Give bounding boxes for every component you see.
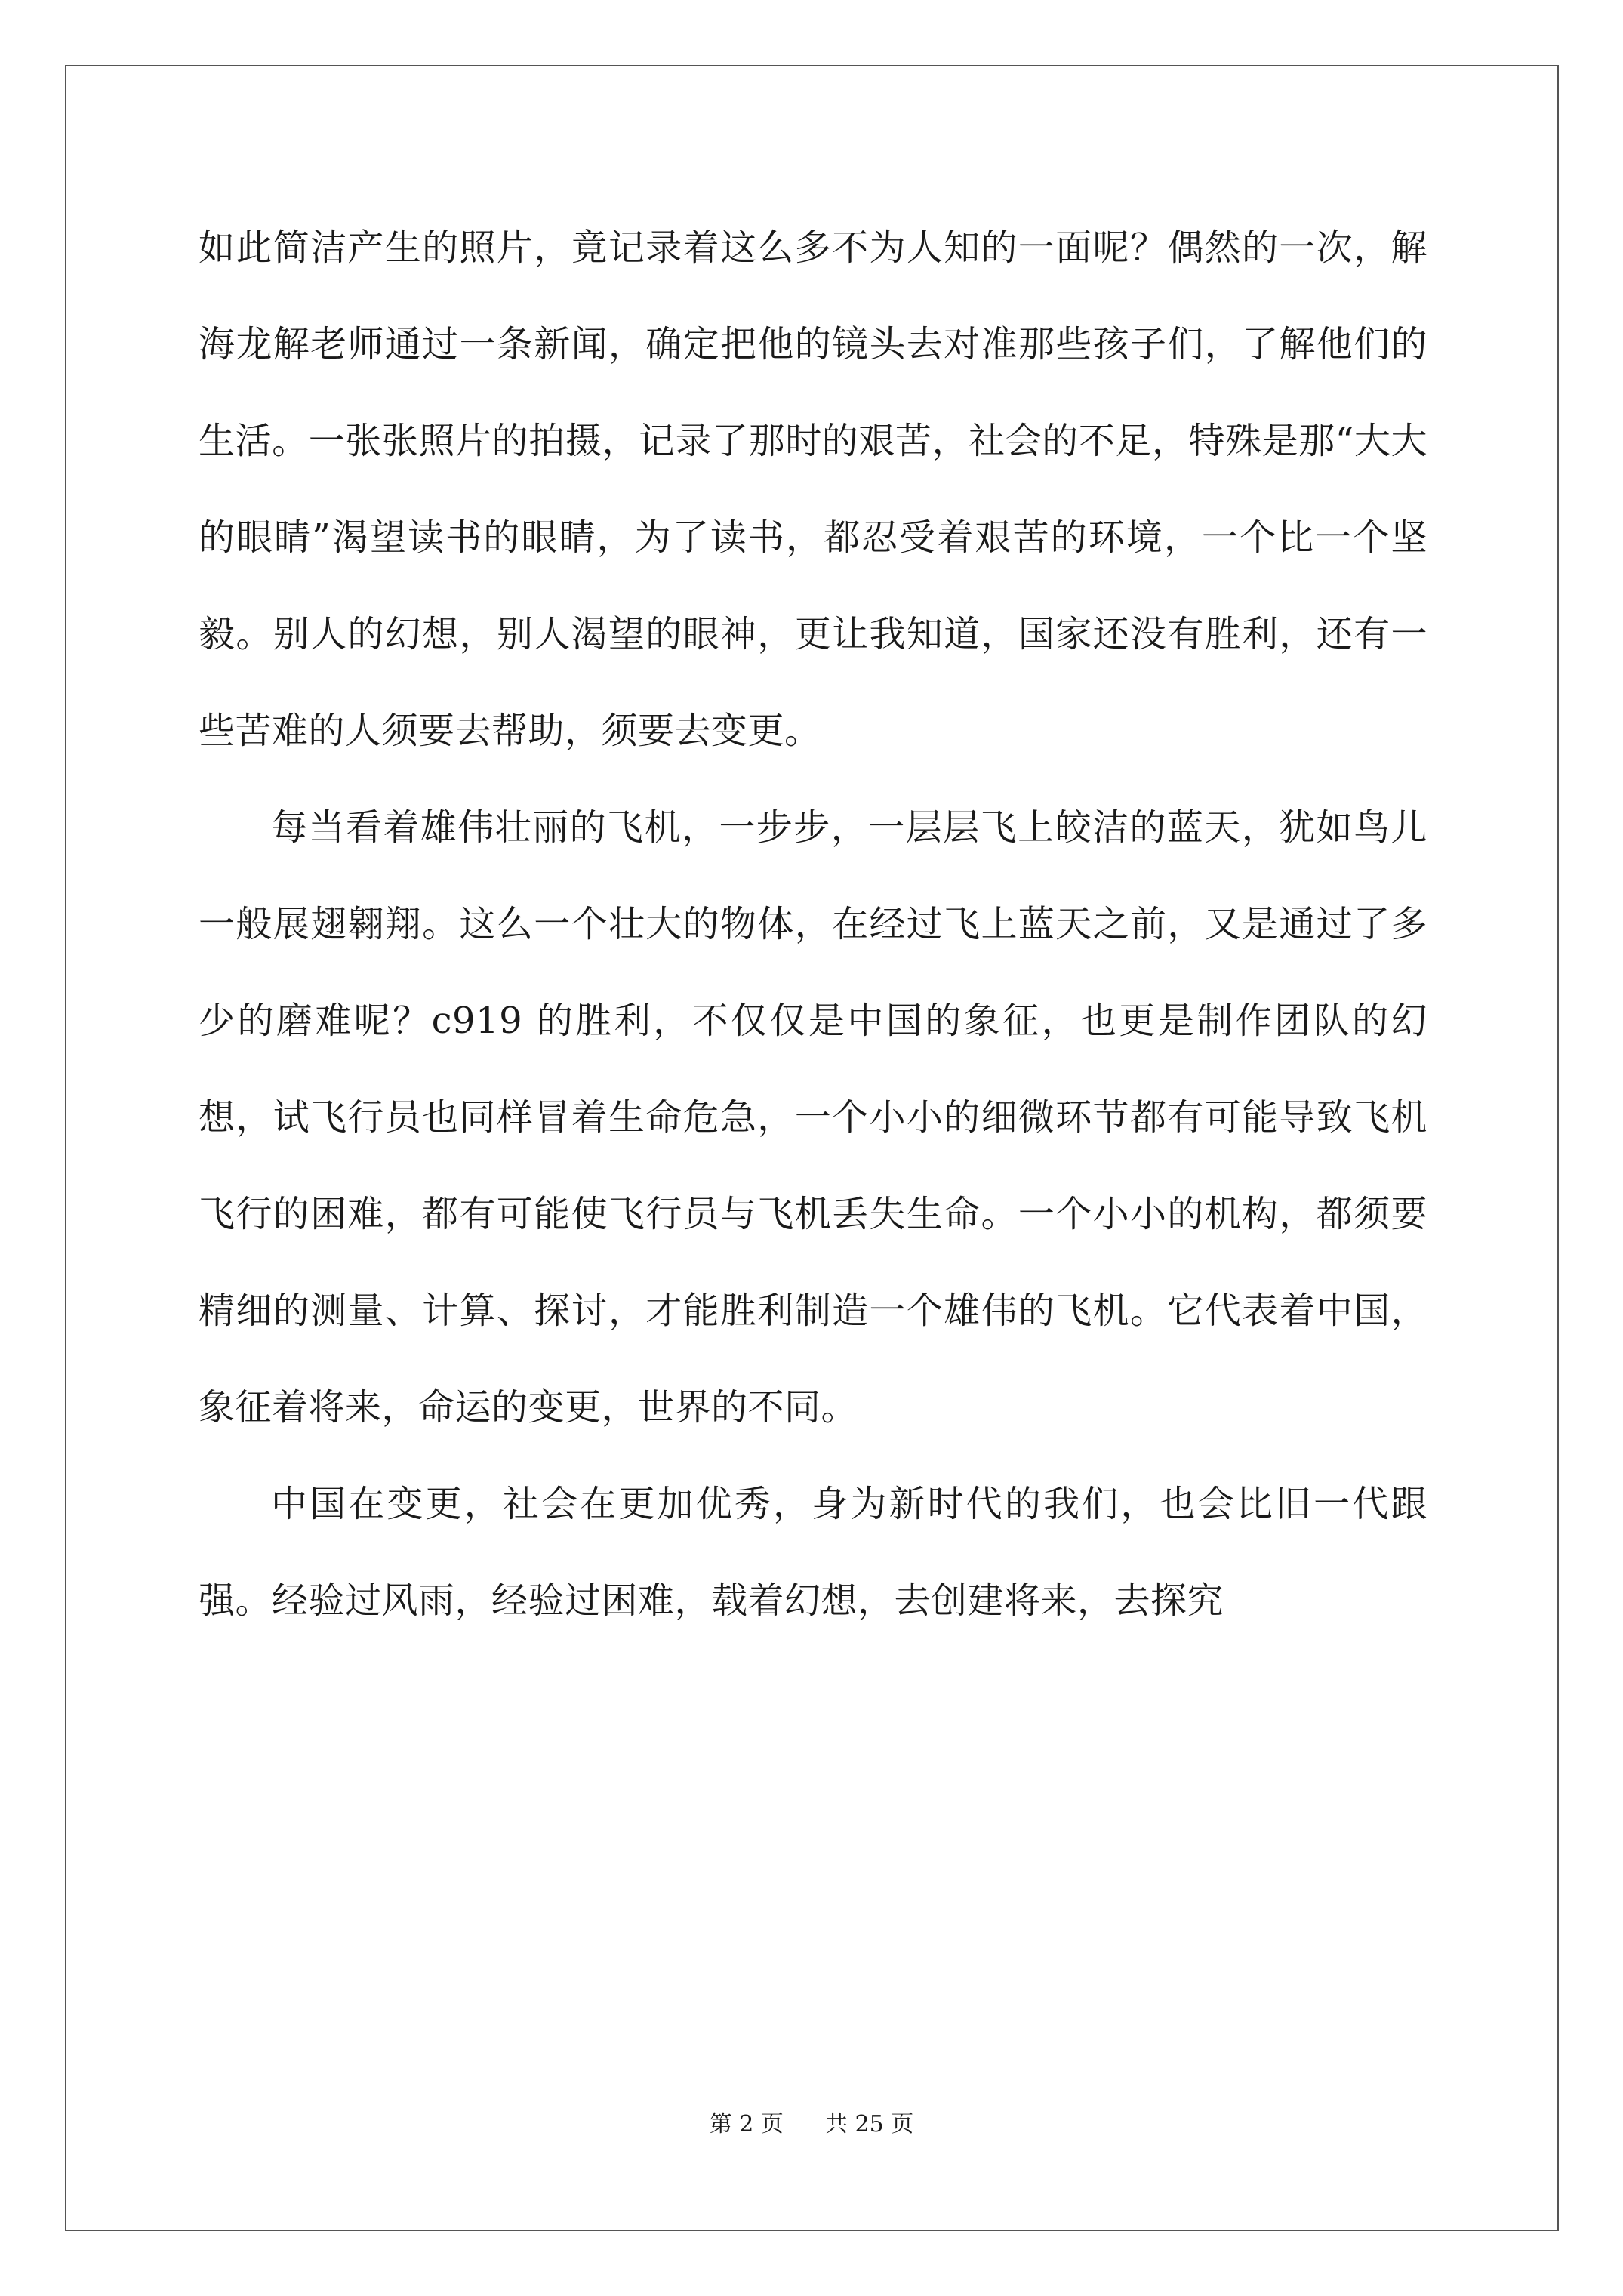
paragraph-2: 每当看着雄伟壮丽的飞机，一步步，一层层飞上皎洁的蓝天，犹如鸟儿一般展翅翱翔。这么一个壮大的物体，在经过飞上蓝天之前，又是通过了多少的磨难呢？c919 的胜利，不仅仅是中国的象征，也更是制作团队的幻想，试飞行员也同样冒着生命危急，一个小小的细微环节都有可能导致飞机飞行的困难，都有可能使飞行员与飞机丢失生命。一个小小的机构，都须要精细的测量、计算、探讨，才能胜利制造一个雄伟的飞机。它代表着中国，象征着将来，命运的变更，世界的不同。 — [199, 806, 1427, 1428]
document-body — [199, 199, 1427, 1649]
page-number: 第 2 页 — [709, 2111, 784, 2137]
paragraph-3: 中国在变更，社会在更加优秀，身为新时代的我们，也会比旧一代跟强。经验过风雨，经验过困难，载着幻想，去创建将来，去探究 — [199, 1483, 1427, 1622]
paragraph-1: 如此简洁产生的照片，竟记录着这么多不为人知的一面呢？偶然的一次，解海龙解老师通过一条新闻，确定把他的镜头去对准那些孩子们，了解他们的生活。一张张照片的拍摄，记录了那时的艰苦，社会的不足，特殊是那“大大的眼睛”渴望读书的眼睛，为了读书，都忍受着艰苦的环境，一个比一个坚毅。别人的幻想，别人渴望的眼神，更让我知道，国家还没有胜利，还有一些苦难的人须要去帮助，须要去变更。 — [199, 227, 1427, 752]
page-total: 共 25 页 — [825, 2111, 914, 2137]
page-footer — [0, 2105, 1623, 2138]
